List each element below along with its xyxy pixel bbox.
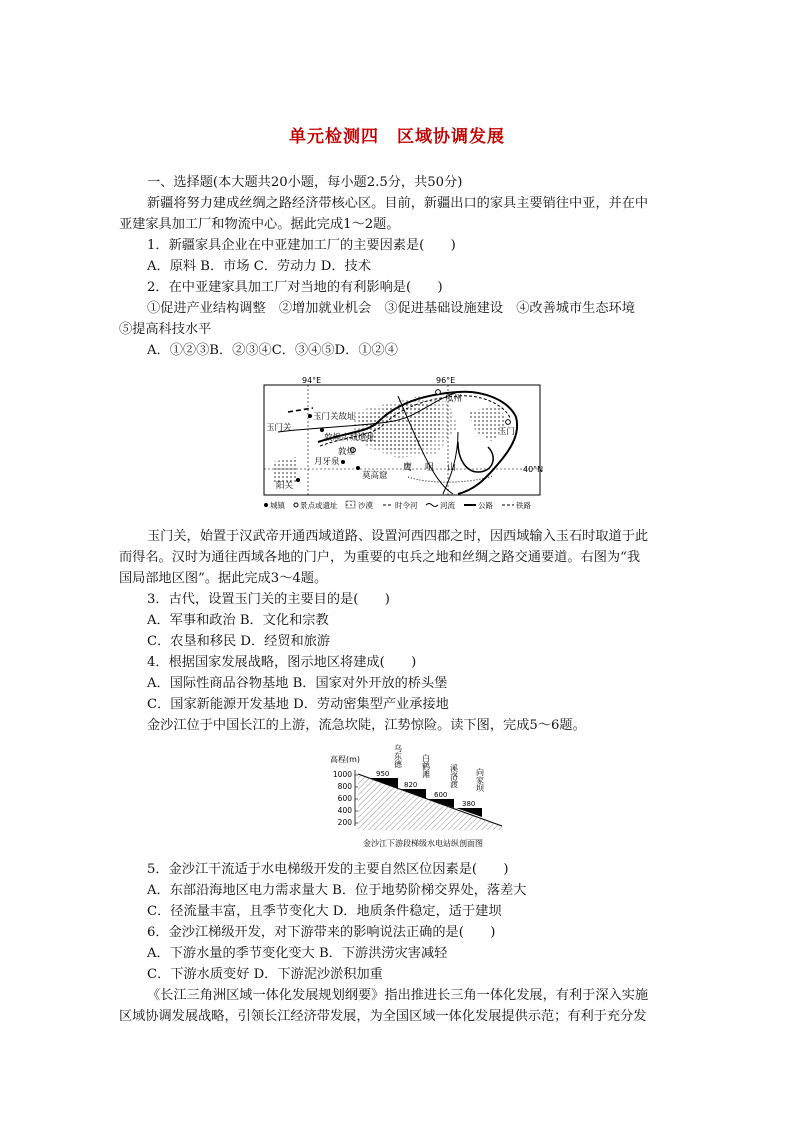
intro-paragraph-4-line-2: 区域协调发展战略，引领长江经济带发展，为全国区域一体化发展提供示范；有利于充分发 [119, 1009, 647, 1024]
level-950: 950 [376, 770, 390, 778]
svg-text:沙漠: 沙漠 [358, 501, 373, 510]
svg-text:河流: 河流 [440, 501, 455, 510]
question-1-options: A．原料 B．市场 C．劳动力 D．技术 [147, 259, 371, 274]
level-820: 820 [404, 781, 418, 789]
question-4-stem: 4．根据国家发展战略，图示地区将建成( ) [147, 655, 417, 670]
question-2-options: A．①②③B．②③④C．③④⑤D．①②④ [147, 343, 398, 358]
label-yumenguan-ruins: 玉门关故址 [313, 412, 356, 422]
label-mogaoku: 莫高窟 [362, 471, 388, 481]
station-baihetan: 白鹤滩 [421, 754, 431, 778]
question-1-stem: 1．新疆家具企业在中亚建加工厂的主要因素是( ) [147, 238, 456, 253]
label-yumen: 玉门 [498, 427, 516, 437]
question-6-options-line-2: C．下游水质变好 D．下游泥沙淤积加重 [147, 967, 383, 982]
question-2-stem: 2．在中亚建家具加工厂对当地的有利影响是( ) [147, 280, 443, 295]
question-5-stem: 5．金沙江干流适于水电梯级开发的主要自然区位因素是( ) [147, 862, 509, 877]
tick-400: 400 [337, 806, 352, 815]
question-6-options-line-1: A．下游水量的季节变化变大 B．下游洪涝灾害减轻 [147, 946, 448, 961]
level-600: 600 [434, 791, 448, 799]
tick-600: 600 [337, 794, 352, 803]
intro-paragraph-4-line-1: 《长江三角洲区域一体化发展规划纲要》指出推进长三角一体化发展，有利于深入实施 [147, 988, 649, 1003]
question-4-options-line-2: C．国家新能源开发基地 D．劳动密集型产业承接地 [147, 697, 449, 712]
section-heading: 一、选择题(本大题共20小题，每小题2.5分，共50分) [147, 175, 463, 190]
intro-paragraph-2-line-3: 国局部地区图”。据此完成3～4题。 [119, 571, 328, 586]
label-dunhuang: 敦煌 [338, 447, 356, 457]
level-380: 380 [462, 800, 476, 808]
svg-text:公路: 公路 [478, 501, 493, 510]
station-wudongde: 乌东德 [393, 744, 403, 768]
question-3-options-line-2: C．农垦和移民 D．经贸和旅游 [147, 634, 331, 649]
label-yueyaquan: 月牙泉 [314, 457, 340, 467]
intro-paragraph-1-line-1: 新疆将努力建成丝绸之路经济带核心区。目前，新疆出口的家具主要销往中亚，并在中 [147, 196, 649, 211]
tick-800: 800 [337, 782, 352, 791]
lat-label-40: 40°N [523, 465, 544, 474]
tick-200: 200 [337, 818, 352, 827]
question-6-stem: 6．金沙江梯级开发，对下游带来的影响说法正确的是( ) [147, 925, 496, 940]
page-title: 单元检测四 区域协调发展 [289, 127, 505, 147]
label-dunhuang-old: 敦煌古城遗址 [324, 433, 376, 443]
label-guazhou: 瓜州 [445, 394, 463, 404]
svg-text:景点或遗址: 景点或遗址 [300, 501, 338, 510]
question-3-options-line-1: A．军事和政治 B．文化和宗教 [147, 613, 329, 628]
profile-ylabel: 高程(m) [330, 755, 361, 764]
label-yumenguan: 玉门关 [266, 423, 292, 433]
profile-caption: 金沙江下游段梯级水电站纵剖面图 [363, 839, 483, 848]
label-mountain: 鹰 咀 山 [403, 463, 459, 473]
station-xiangjiaba: 向家坝 [475, 768, 485, 792]
question-4-options-line-1: A．国际性商品谷物基地 B．国家对外开放的桥头堡 [147, 676, 448, 691]
label-yangguan: 阳关 [276, 481, 294, 491]
station-xiluodu: 溪洛渡 [449, 764, 459, 788]
intro-paragraph-3: 金沙江位于中国长江的上游，流急坎陡，江势惊险。读下图，完成5～6题。 [147, 718, 586, 733]
intro-paragraph-1-line-2: 亚建家具加工厂和物流中心。据此完成1～2题。 [119, 217, 400, 232]
intro-paragraph-2-line-1: 玉门关，始置于汉武帝开通西域道路、设置河西四郡之时，因西域输入玉石时取道于此 [147, 529, 649, 544]
question-5-options-line-2: C．径流量丰富，且季节变化大 D．地质条件稳定，适于建坝 [147, 904, 502, 919]
lon-label-96: 96°E [436, 376, 456, 385]
regional-map [258, 372, 548, 514]
svg-text:铁路: 铁路 [516, 501, 531, 510]
map-legend [264, 500, 531, 510]
svg-text:城镇: 城镇 [270, 501, 285, 510]
question-2-choices-line-2: ⑤提高科技水平 [119, 322, 212, 337]
cascade-profile-figure [328, 740, 518, 852]
question-3-stem: 3．古代，设置玉门关的主要目的是( ) [147, 592, 390, 607]
question-5-options-line-1: A．东部沿海地区电力需求量大 B．位于地势阶梯交界处，落差大 [147, 883, 527, 898]
intro-paragraph-2-line-2: 而得名。汉时为通往西域各地的门户，为重要的屯兵之地和丝绸之路交通要道。右图为“我 [119, 550, 641, 565]
tick-1000: 1000 [332, 770, 352, 779]
question-2-choices-line-1: ①促进产业结构调整 ②增加就业机会 ③促进基础设施建设 ④改善城市生态环境 [147, 301, 635, 316]
lon-label-94: 94°E [302, 376, 322, 385]
svg-text:时令河: 时令河 [395, 501, 418, 510]
